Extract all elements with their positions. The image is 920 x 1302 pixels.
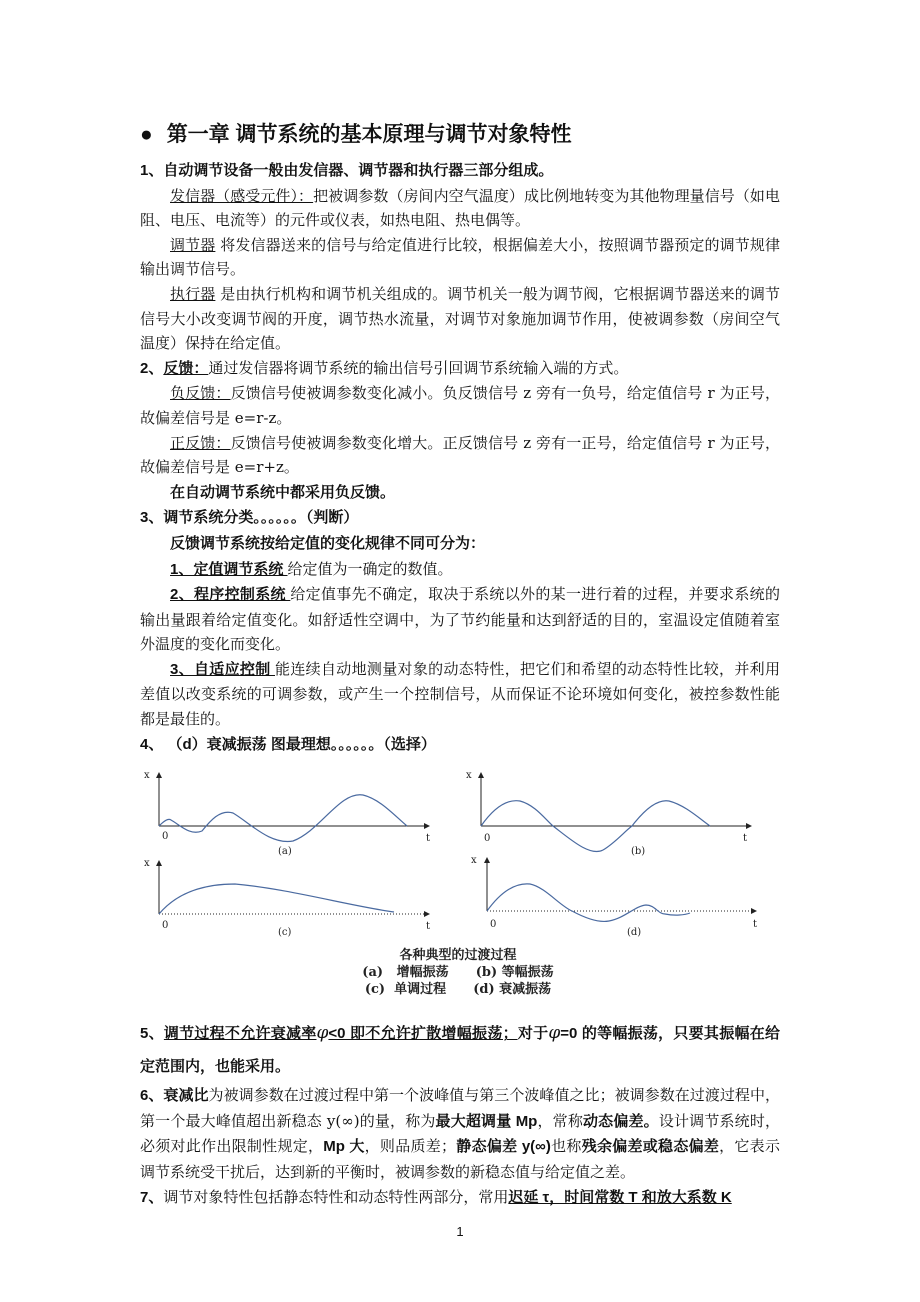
curve-c — [159, 884, 394, 914]
text-run: 发信器（感受元件）： — [170, 186, 314, 205]
axis-label: x — [466, 770, 472, 782]
transition-process-figure — [140, 761, 780, 1011]
panel-label-c: (c) — [278, 927, 292, 939]
text-run: 3、自适应控制 — [170, 660, 276, 678]
paragraph — [140, 732, 780, 758]
paragraph — [140, 233, 780, 282]
paragraph — [140, 557, 780, 583]
text-run: 在自动调节系统中都采用负反馈。 — [170, 483, 396, 501]
text-run: 执行器 — [170, 284, 216, 303]
axis-label: 0 — [484, 833, 491, 845]
text-run: 迟延 τ，时间常数 T 和放大系数 K — [508, 1188, 732, 1206]
text-run: 2、 — [140, 359, 164, 377]
section-after-figure — [140, 1017, 780, 1210]
text-run: Mp 大 — [323, 1138, 365, 1156]
text-run: 调节器 — [170, 235, 216, 254]
text-run: 动态偏差。 — [583, 1112, 659, 1130]
text-run: 通过发信器将调节系统的输出信号引回调节系统输入端的方式。 — [208, 358, 629, 377]
curve-a — [159, 795, 407, 842]
document-body — [140, 158, 780, 1210]
paragraph — [140, 381, 780, 430]
paragraph — [140, 657, 780, 732]
paragraph — [140, 158, 780, 184]
axis-label: 0 — [490, 919, 497, 931]
axis-label: t — [753, 919, 758, 931]
text-run: 正反馈： — [170, 433, 231, 452]
text-run: 7、 — [140, 1188, 164, 1206]
text-run: 3、调节系统分类。。。。。。（判断） — [140, 509, 359, 527]
text-run: 能连续自动地测量对象的动态特性，把它们和希望的动态特性比较，并利用差值以改变系统的可调参数，或产生一个控制信号，从而保证不论环境如何变化，被控参数性能都是最佳的。 — [140, 659, 780, 729]
paragraph — [140, 282, 780, 356]
text-run: 静态偏差 y(∞) — [456, 1138, 551, 1156]
text-run: 反馈信号使被调参数变化减小。负反馈信号 z 旁有一负号，给定值信号 r 为正号，故偏差信号是 e=r-z。 — [140, 384, 780, 427]
paragraph — [140, 505, 780, 531]
figure-caption-line: (a) 增幅振荡 (b) 等幅振荡 — [362, 965, 554, 981]
paragraph — [140, 1017, 780, 1083]
text-run: 6、衰减比 — [140, 1087, 209, 1105]
text-run: 反馈调节系统按给定值的变化规律不同可分为： — [170, 534, 486, 552]
text-run: 也称 — [550, 1137, 582, 1156]
axis-label: x — [471, 855, 477, 867]
text-run: 调节对象特性包括静态特性和动态特性两部分，常用 — [163, 1187, 509, 1206]
paragraph — [140, 1185, 780, 1211]
text-run: ，它表示调节系统受干扰后，达到新的平衡时，被调参数的新稳态值与给定值之差。 — [140, 1137, 780, 1182]
text-run: 5、 — [140, 1025, 164, 1043]
figure-caption-line: (c) 单调过程 (d) 衰减振荡 — [364, 982, 552, 998]
text-run: 反馈信号使被调参数变化增大。正反馈信号 z 旁有一正号，给定值信号 r 为正号，故偏差信号是 e=r+z。 — [140, 433, 780, 477]
text-run: φ — [316, 1023, 329, 1044]
text-run: 将发信器送来的信号与给定值进行比较，根据偏差大小，按照调节器预定的调节规律输出调节信号。 — [140, 235, 780, 279]
panel-label-a: (a) — [278, 846, 292, 858]
paragraph — [140, 480, 780, 506]
curve-d — [487, 884, 690, 922]
text-run: 反馈： — [163, 359, 209, 377]
text-run: 4、 （d）衰减振荡 图最理想。。。。。。（选择） — [140, 735, 436, 753]
text-run: 给定值为一确定的数值。 — [287, 559, 453, 578]
text-run: 对于 — [517, 1025, 549, 1043]
text-run: 1、定值调节系统 — [170, 560, 288, 578]
text-run: ，则品质差； — [364, 1137, 457, 1156]
paragraph — [140, 431, 780, 480]
bullet-icon: ● — [140, 123, 153, 146]
text-run: 为被调参数在过渡过程中第一个波峰值与第三个波峰值之比；被调参数在过渡过程中，第一个最大峰值超出新稳态 y(∞)的量，称为 — [140, 1086, 780, 1130]
chapter-title — [140, 118, 920, 158]
axis-label: 0 — [162, 831, 169, 843]
text-run: 2、程序控制系统 — [170, 586, 291, 604]
panel-label-b: (b) — [631, 846, 646, 858]
page-number: 1 — [456, 1224, 464, 1240]
axis-label: t — [426, 921, 431, 933]
section-before-figure — [140, 158, 780, 757]
figure-graphics — [140, 761, 780, 1011]
text-run: 调节过程不允许衰减率 — [163, 1025, 317, 1043]
paragraph — [140, 184, 780, 233]
text-run: 设计调节系统时，必须对此作出限制性规定， — [140, 1111, 780, 1156]
text-run: <0 即不允许扩散增幅振荡； — [328, 1025, 518, 1043]
text-run: 把被调参数（房间内空气温度）成比例地转变为其他物理量信号（如电阻、电压、电流等）的元件或仪表，如热电阻、热电偶等。 — [140, 186, 780, 230]
text-run: φ — [548, 1023, 561, 1044]
text-run: 是由执行机构和调节机关组成的。调节机关一般为调节阀，它根据调节器送来的调节信号大小改变调节阀的开度，调节热水流量，对调节对象施加调节作用，使被调参数（房间空气温度）保持在给定值。 — [140, 284, 780, 353]
paragraph — [140, 356, 780, 382]
text-run: 给定值事先不确定，取决于系统以外的某一进行着的过程，并要求系统的输出量跟着给定值变化。如舒适性空调中，为了节约能量和达到舒适的目的，室温设定值随着室外温度的变化而变化。 — [140, 585, 780, 654]
axis-label: t — [426, 833, 431, 845]
axis-label: t — [743, 833, 748, 845]
axis-label: x — [144, 858, 150, 870]
text-run: 残余偏差或稳态偏差 — [581, 1138, 720, 1156]
paragraph — [140, 582, 780, 657]
figure-caption-title: 各种典型的过渡过程 — [399, 948, 517, 964]
text-run: 1、自动调节设备一般由发信器、调节器和执行器三部分组成。 — [140, 162, 554, 179]
chapter-title-text: 第一章 调节系统的基本原理与调节对象特性 — [166, 123, 572, 146]
paragraph — [140, 1083, 780, 1184]
text-run: 最大超调量 Mp — [435, 1112, 538, 1130]
text-run: 负反馈： — [170, 384, 231, 403]
panel-label-d: (d) — [627, 927, 642, 939]
axis-label: 0 — [162, 920, 169, 932]
text-run: =0 的等幅振荡，只要其振幅在给定范围内，也能采用。 — [140, 1025, 780, 1076]
axis-label: x — [144, 770, 150, 782]
paragraph — [140, 531, 780, 557]
text-run: ，常称 — [537, 1111, 584, 1130]
